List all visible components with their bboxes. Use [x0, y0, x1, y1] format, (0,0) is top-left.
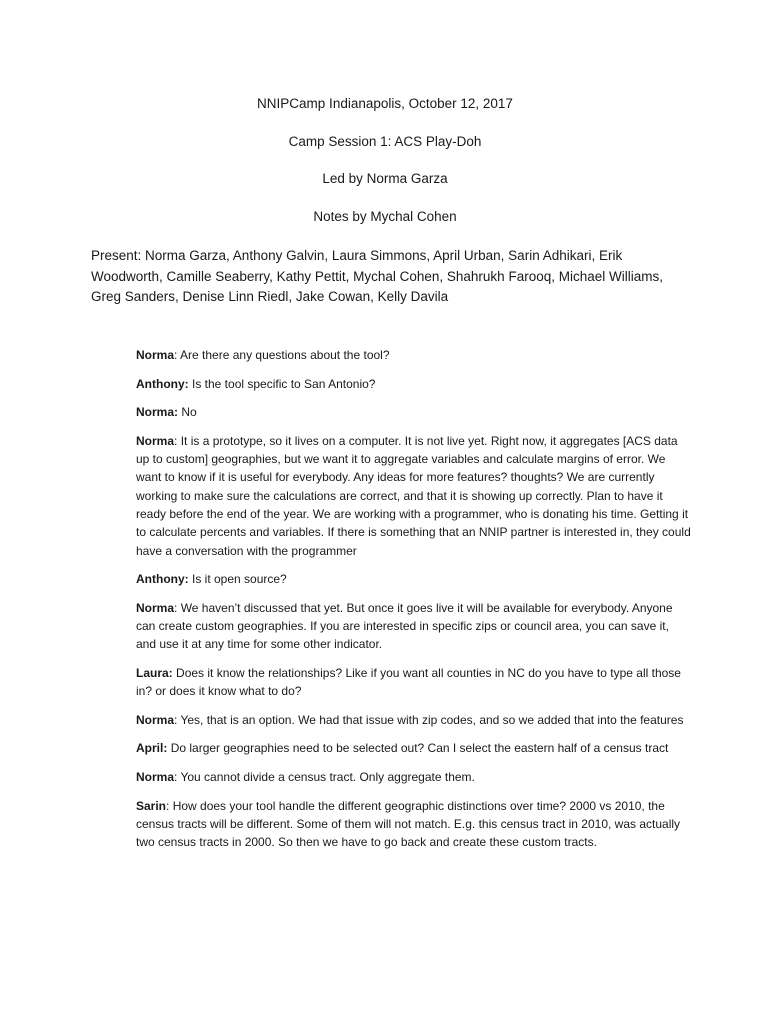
dialogue-text: Are there any questions about the tool? — [180, 348, 390, 362]
speaker-separator: : — [174, 712, 181, 727]
dialogue-text: Is it open source? — [192, 572, 287, 587]
speaker-separator: : — [166, 798, 173, 813]
speaker-name: Norma — [136, 348, 175, 362]
dialogue-text: Do larger geographies need to be selected out? Can I select the eastern half of a census tract — [170, 741, 669, 756]
led-by-line: Led by Norma Garza — [322, 171, 448, 186]
speaker-name: Norma — [136, 600, 175, 615]
dialogue-entry — [136, 664, 691, 701]
dialogue-text: No — [181, 405, 197, 420]
speaker-separator: : — [174, 348, 181, 362]
notes-by-line: Notes by Mychal Cohen — [313, 209, 457, 224]
dialogue-entry — [136, 403, 691, 421]
dialogue-text: We haven’t discussed that yet. But once it goes live it will be available for everybody. Anyone can create custom geographies. If you are interested in specific zips or council area, you can save it, and use it at any time for some other indicator. — [136, 600, 673, 652]
speaker-separator: : — [174, 770, 181, 785]
attendees-paragraph: Present: Norma Garza, Anthony Galvin, Laura Simmons, April Urban, Sarin Adhikari, Erik Woodworth, Camille Seaberry, Kathy Pettit, Mychal Cohen, Shahrukh Farooq, Michael Williams, Greg Sanders, Denise Linn Riedl, Jake Cowan, Kelly Davila — [91, 248, 663, 304]
dialogue-text: How does your tool handle the different geographic distinctions over time? 2000 vs 2010, the census tracts will be different. Some of them will not match. E.g. this census tract in 2010, was actually two census tracts in 2000. So then we have to go back and create these custom tracts. — [136, 798, 681, 850]
discussion-notes — [136, 346, 691, 862]
speaker-name: Anthony: — [136, 572, 189, 587]
speaker-name: Norma — [136, 712, 175, 727]
dialogue-entry — [136, 599, 691, 654]
dialogue-entry — [136, 739, 691, 757]
speaker-name: Anthony: — [136, 376, 189, 391]
dialogue-text: Does it know the relationships? Like if you want all counties in NC do you have to type all those in? or does it know what to do? — [136, 665, 681, 699]
speaker-name: Norma — [136, 770, 175, 785]
speaker-name: Sarin — [136, 798, 167, 813]
speaker-separator: : — [174, 600, 181, 615]
dialogue-text: Is the tool specific to San Antonio? — [192, 376, 376, 391]
dialogue-text: Yes, that is an option. We had that issue with zip codes, and so we added that into the features — [180, 712, 684, 727]
speaker-name: Norma: — [136, 405, 179, 420]
dialogue-entry — [136, 711, 691, 729]
dialogue-entry — [136, 570, 691, 588]
dialogue-text: It is a prototype, so it lives on a computer. It is not live yet. Right now, it aggregates [ACS data up to custom] geographies, but we want it to aggregate variables and calculate margins of error. We want to know if it is useful for everybody. Any ideas for more features? thoughts? We are currently working to make sure the calculations are correct, and that it is showing up correctly. Plan to have it ready before the end of the year. We are working with a programmer, who is donating his time. Getting it to calculate percents and variables. If there is something that an NNIP partner is interested in, they could have a conversation with the programmer — [136, 433, 691, 558]
dialogue-text: You cannot divide a census tract. Only aggregate them. — [180, 770, 475, 785]
dialogue-entry — [136, 432, 691, 560]
session-title: Camp Session 1: ACS Play-Doh — [288, 134, 482, 149]
dialogue-entry — [136, 375, 691, 393]
dialogue-entry — [136, 797, 691, 852]
speaker-separator: : — [174, 433, 181, 448]
speaker-name: Norma — [136, 433, 175, 448]
document-title: NNIPCamp Indianapolis, October 12, 2017 — [257, 96, 513, 111]
dialogue-entry — [136, 346, 691, 364]
dialogue-entry — [136, 768, 691, 786]
speaker-name: Laura: — [136, 665, 173, 680]
speaker-name: April: — [136, 741, 168, 756]
